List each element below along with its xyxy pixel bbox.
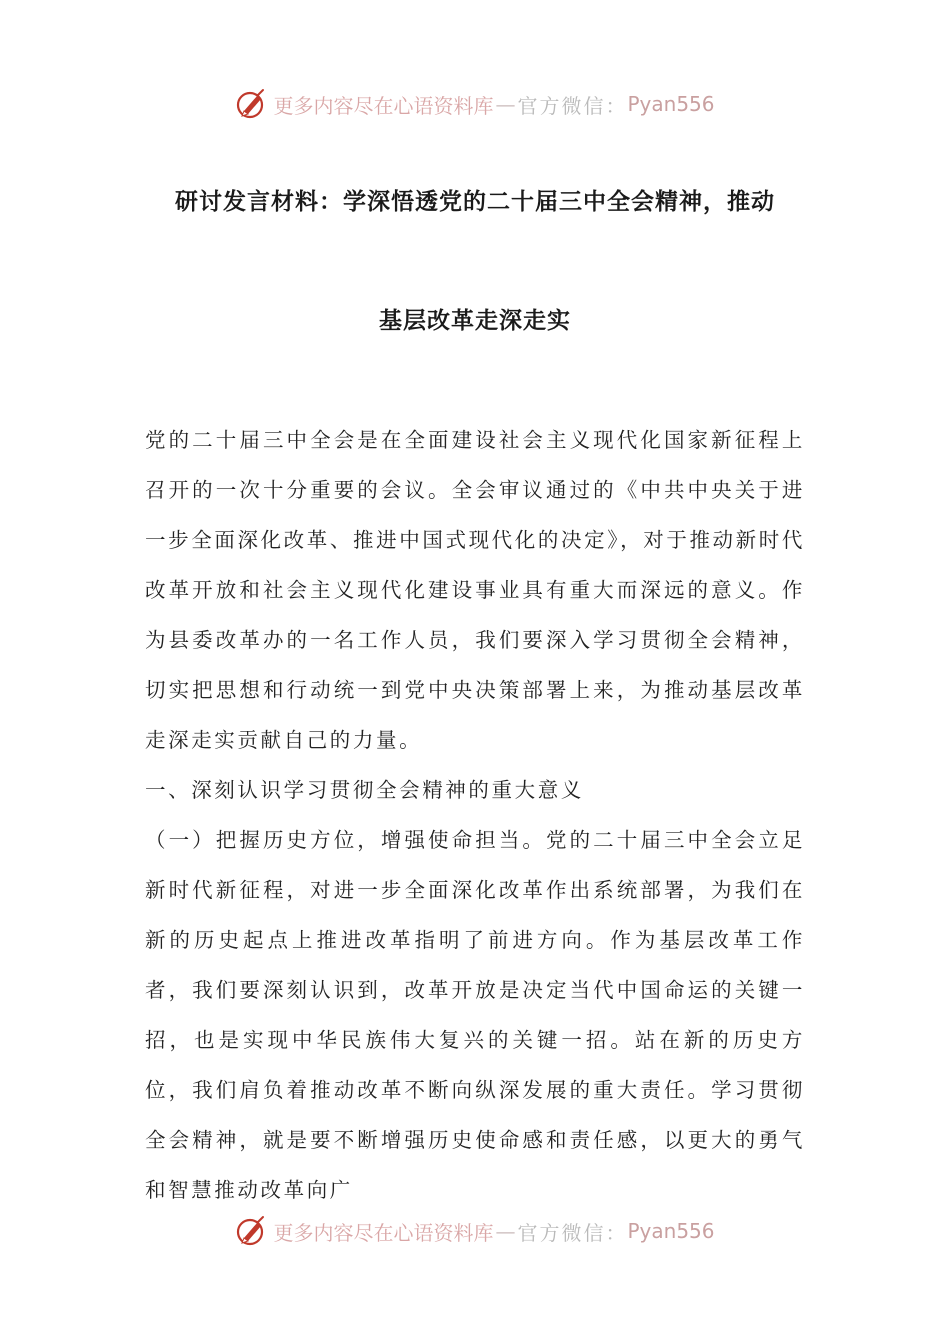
banner-contact-label: 官方微信： xyxy=(517,93,628,118)
banner-slogan: 更多内容尽在心语资料库 xyxy=(273,1220,494,1245)
banner-separator: — xyxy=(495,1219,516,1243)
banner-wechat-handle: Pyan556 xyxy=(627,1219,715,1243)
document-title-line-2: 基层改革走深走实 xyxy=(379,308,571,334)
pen-logo-icon xyxy=(235,1215,267,1247)
footer-watermark-banner xyxy=(0,1211,950,1251)
banner-wechat-handle: Pyan556 xyxy=(627,92,715,116)
document-title-line-1: 研讨发言材料：学深悟透党的二十届三中全会精神，推动 xyxy=(175,189,775,215)
header-watermark-banner xyxy=(0,84,950,124)
banner-slogan: 更多内容尽在心语资料库 xyxy=(273,93,494,118)
body-paragraph-1-1: （一）把握历史方位，增强使命担当。党的二十届三中全会立足新时代新征程，对进一步全面深化改革作出系统部署，为我们在新的历史起点上推进改革指明了前进方向。作为基层改革工作者，我们要深刻认识到，改革开放是决定当代中国命运的关键一招，也是实现中华民族伟大复兴的关键一招。站在新的历史方位，我们肩负着推动改革不断向纵深发展的重大责任。学习贯彻全会精神，就是要不断增强历史使命感和责任感，以更大的勇气和智慧推动改革向广 xyxy=(145,828,805,1202)
banner-separator: — xyxy=(495,92,516,116)
body-paragraph-intro: 党的二十届三中全会是在全面建设社会主义现代化国家新征程上召开的一次十分重要的会议。全会审议通过的《中共中央关于进一步全面深化改革、推进中国式现代化的决定》，对于推动新时代改革开放和社会主义现代化建设事业具有重大而深远的意义。作为县委改革办的一名工作人员，我们要深入学习贯彻全会精神，切实把思想和行动统一到党中央决策部署上来，为推动基层改革走深走实贡献自己的力量。 xyxy=(145,428,805,752)
pen-logo-icon xyxy=(235,88,267,120)
section-heading-1: 一、深刻认识学习贯彻全会精神的重大意义 xyxy=(145,778,584,802)
document-body xyxy=(145,415,805,1215)
banner-contact-label: 官方微信： xyxy=(517,1220,628,1245)
